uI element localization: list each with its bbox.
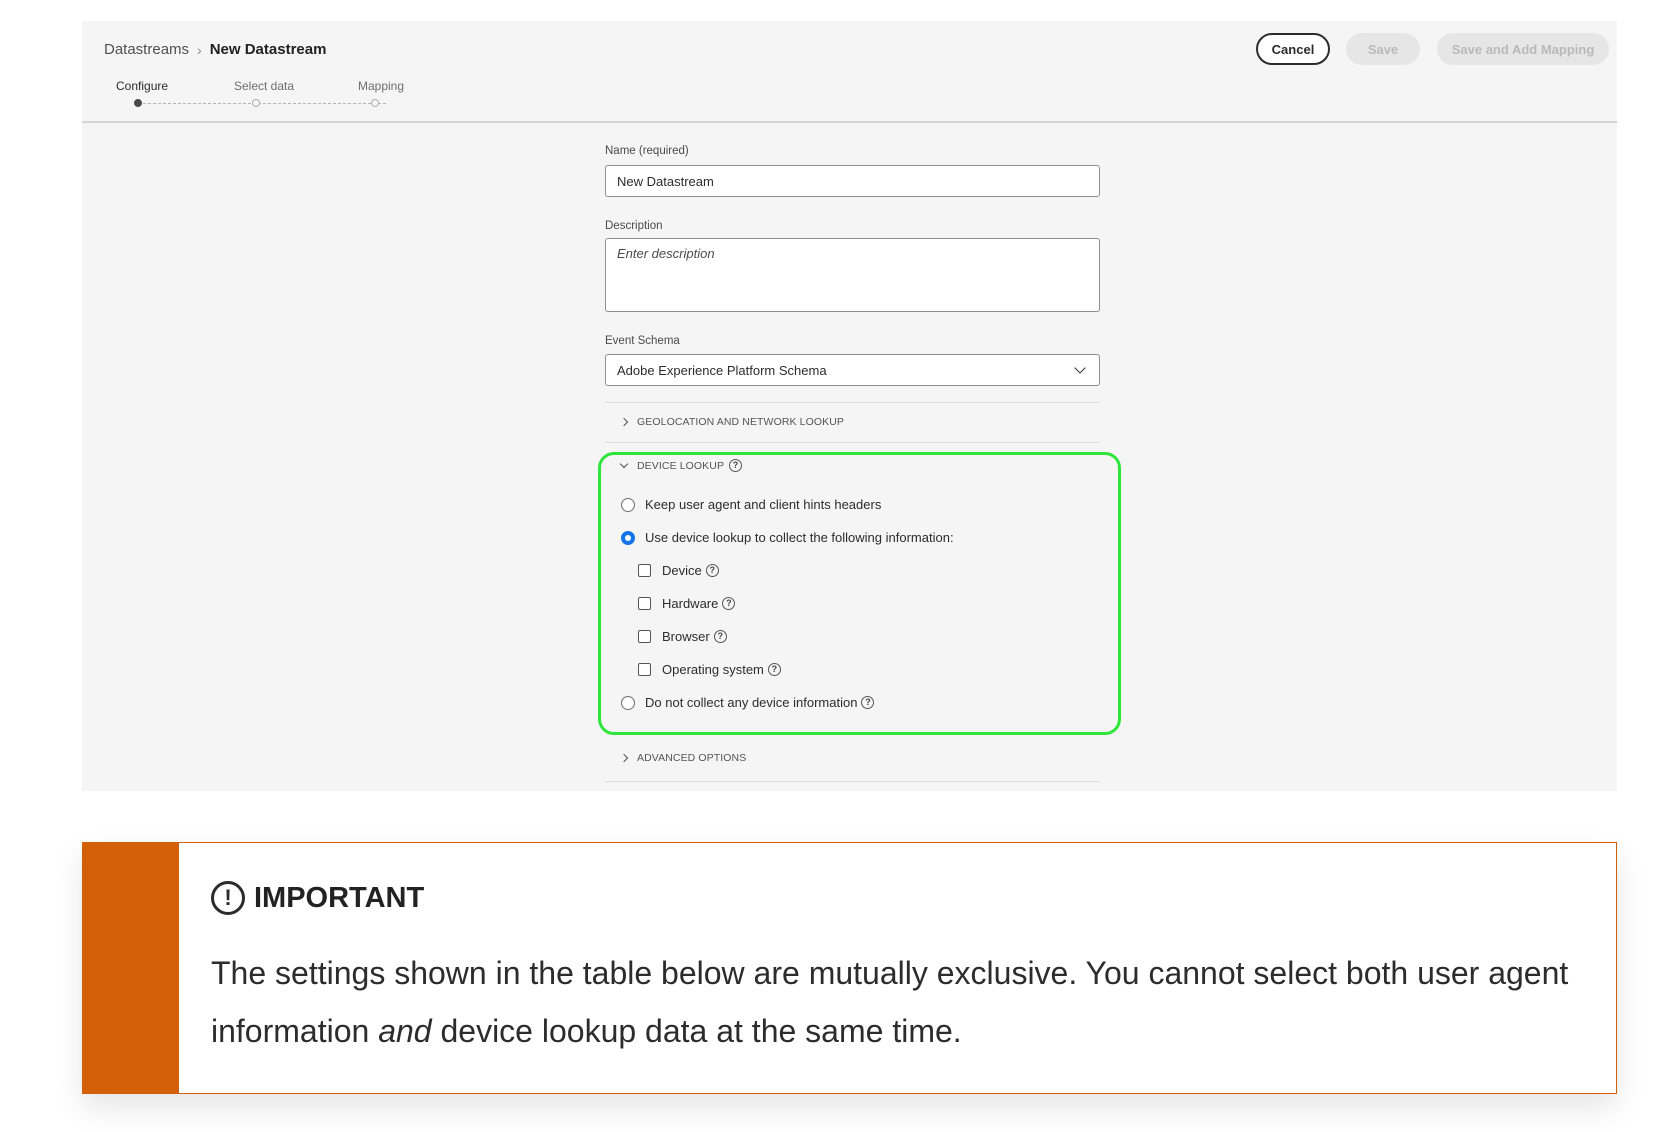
help-icon[interactable]: ? — [722, 597, 735, 610]
name-input-value: New Datastream — [617, 173, 714, 189]
device-lookup-section-title: DEVICE LOOKUP — [637, 459, 725, 472]
cancel-button[interactable]: Cancel — [1256, 33, 1330, 65]
step-connector — [138, 103, 386, 104]
section-divider — [605, 402, 1100, 403]
callout-text-end: device lookup data at the same time. — [431, 1013, 962, 1049]
top-bar — [82, 21, 1617, 123]
geolocation-accordion-header[interactable] — [621, 416, 844, 428]
breadcrumb — [104, 41, 326, 58]
advanced-options-accordion-header[interactable] — [621, 752, 746, 764]
checkbox-device-label: Device — [662, 563, 702, 578]
step-select-data[interactable]: Select data — [234, 79, 295, 93]
callout-text-start: The settings shown in the table below are mutually exclusive. You cannot select both user agent information — [211, 955, 1569, 1049]
name-input[interactable] — [605, 165, 1100, 197]
event-schema-select[interactable] — [605, 354, 1100, 386]
callout-heading — [211, 881, 424, 915]
step-configure[interactable]: Configure — [116, 79, 169, 93]
help-icon[interactable]: ? — [861, 696, 874, 709]
description-textarea[interactable]: Enter description — [605, 238, 1100, 312]
important-callout — [82, 842, 1617, 1094]
callout-accent-bar — [83, 843, 179, 1093]
callout-text-emphasis: and — [378, 1013, 432, 1049]
checkbox-hardware-label: Hardware — [662, 596, 719, 611]
event-schema-label: Event Schema — [605, 335, 680, 347]
advanced-options-section-title: ADVANCED OPTIONS — [637, 752, 747, 764]
step-indicator — [116, 79, 405, 109]
help-icon[interactable]: ? — [768, 663, 781, 676]
callout-title: IMPORTANT — [254, 881, 425, 914]
breadcrumb-datastreams-link[interactable]: Datastreams — [104, 41, 190, 58]
alert-icon: ! — [211, 881, 245, 915]
help-icon[interactable]: ? — [729, 459, 742, 472]
section-divider — [605, 442, 1100, 443]
breadcrumb-current: New Datastream — [209, 41, 327, 58]
chevron-right-icon — [620, 754, 628, 762]
radio-use-lookup-label: Use device lookup to collect the following information: — [645, 530, 954, 545]
chevron-right-icon — [620, 418, 628, 426]
name-label: Name (required) — [605, 145, 689, 157]
section-divider — [605, 781, 1100, 782]
step-dot-select-data — [252, 99, 260, 107]
save-and-add-mapping-button[interactable]: Save and Add Mapping — [1437, 33, 1609, 65]
radio-keep-headers-label: Keep user agent and client hints headers — [645, 497, 882, 512]
help-icon[interactable]: ? — [706, 564, 719, 577]
radio-do-not-collect-label: Do not collect any device information — [645, 695, 858, 710]
step-dot-mapping — [371, 99, 379, 107]
device-lookup-highlight — [598, 452, 1121, 735]
help-icon[interactable]: ? — [714, 630, 727, 643]
callout-text — [211, 944, 1601, 1060]
datastream-screenshot — [82, 21, 1617, 791]
step-mapping[interactable]: Mapping — [358, 79, 405, 93]
chevron-down-icon — [1074, 362, 1085, 373]
chevron-right-icon: › — [197, 41, 202, 58]
checkbox-os-label: Operating system — [662, 662, 764, 677]
checkbox-browser-label: Browser — [662, 629, 710, 644]
description-label: Description — [605, 220, 663, 232]
save-button[interactable]: Save — [1346, 33, 1420, 65]
step-dot-configure — [134, 99, 142, 107]
event-schema-value: Adobe Experience Platform Schema — [617, 362, 827, 378]
geolocation-section-title: GEOLOCATION AND NETWORK LOOKUP — [637, 416, 845, 428]
